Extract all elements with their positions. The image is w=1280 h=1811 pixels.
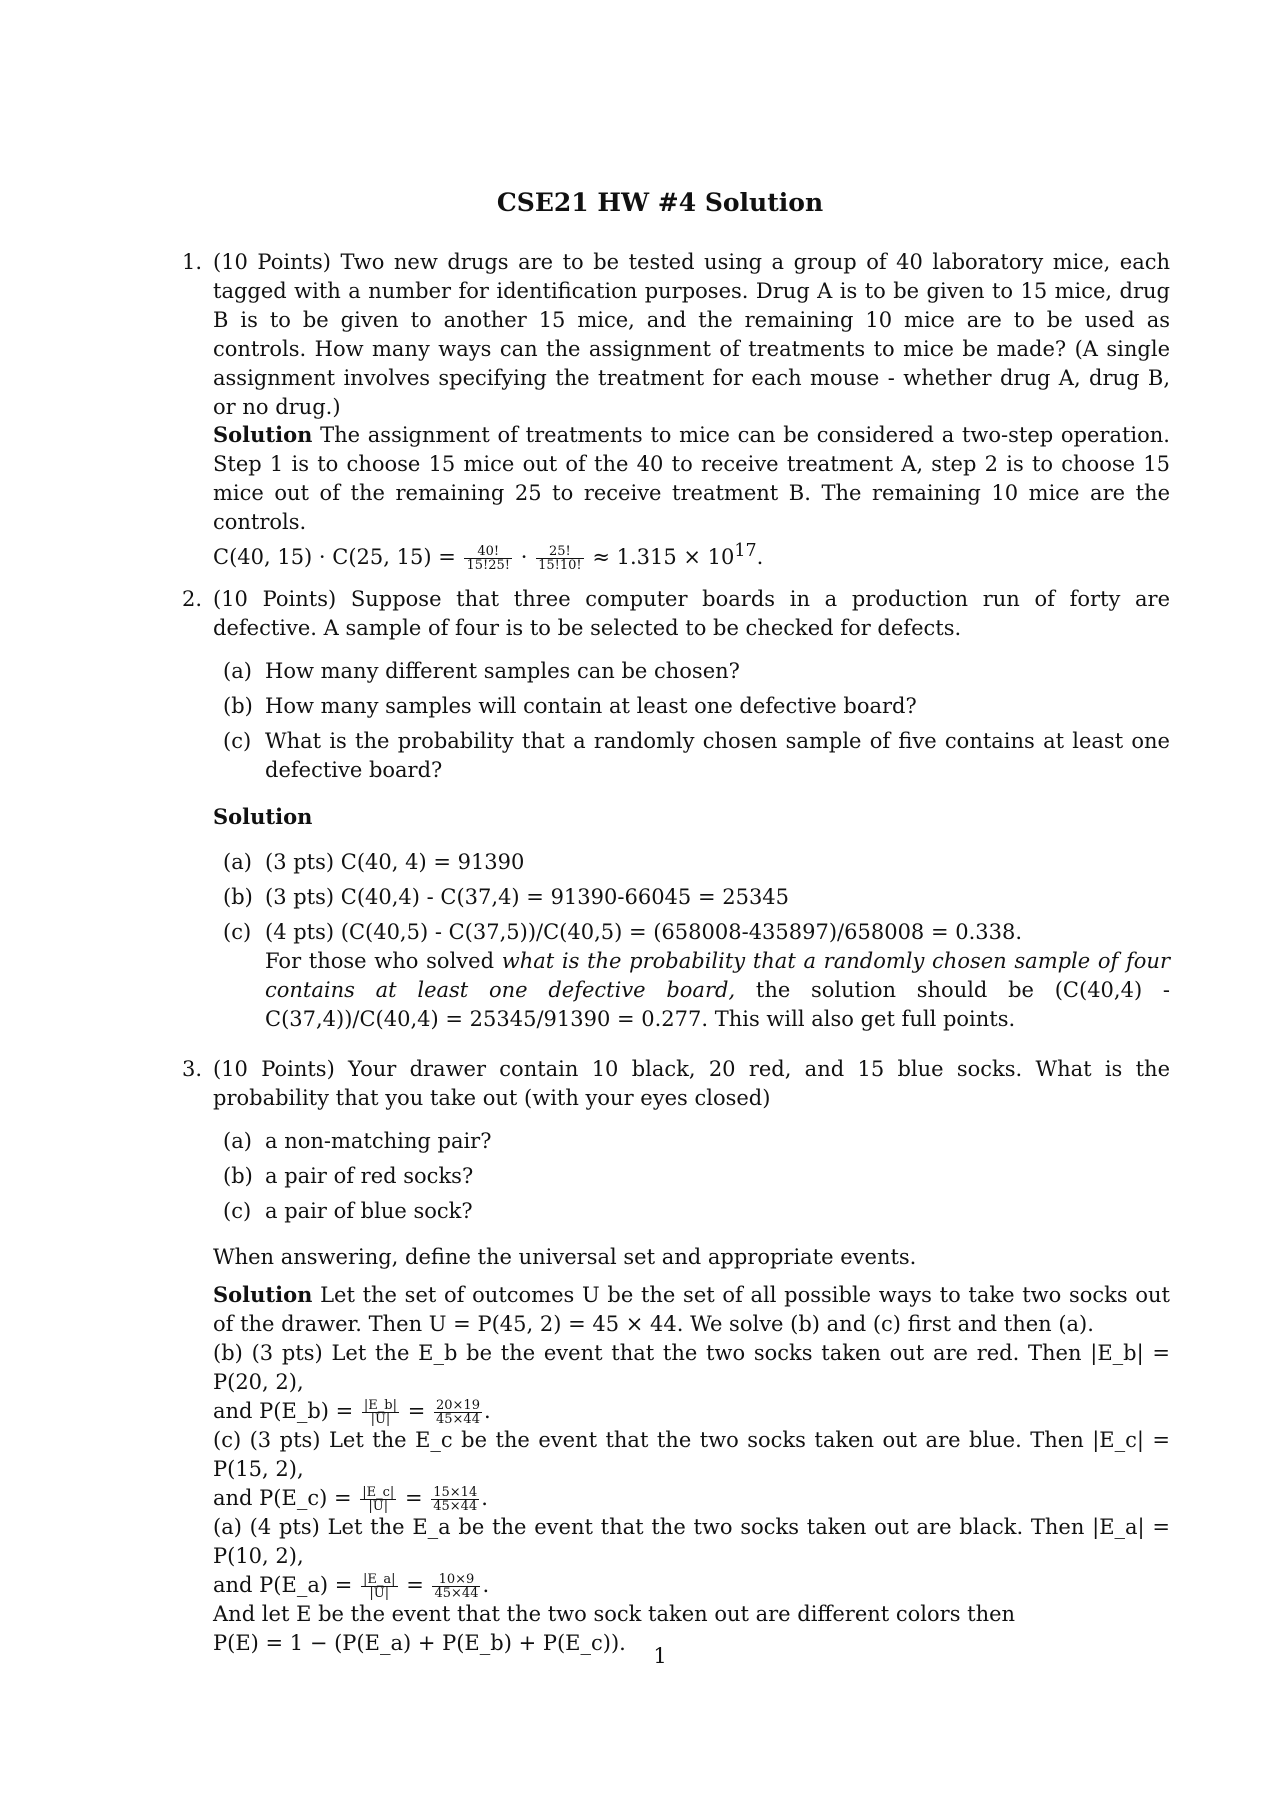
formula-end: . xyxy=(483,1399,491,1423)
list-item xyxy=(223,883,1170,912)
fraction xyxy=(434,1399,482,1426)
item-tag: (b) xyxy=(223,885,253,909)
formula: and P(E_c) = xyxy=(213,1486,352,1510)
solution-formula: P(E) = 1 − (P(E_a) + P(E_b) + P(E_c)). xyxy=(213,1631,626,1655)
question-3-instruction: When answering, define the universal set and appropriate events. xyxy=(213,1245,917,1269)
formula-rhs: ≈ 1.315 × 10 xyxy=(592,545,735,569)
item-text: a pair of red socks? xyxy=(265,1164,474,1188)
question-text: (10 Points) Your drawer contain 10 black, 20 red, and 15 blue socks. What is the probability that you take out (with your eyes closed) xyxy=(213,1057,1170,1110)
question-2 xyxy=(182,585,1170,643)
fraction xyxy=(361,1573,398,1600)
question-text: (10 Points) Suppose that three computer boards in a production run of forty are defective. A sample of four is to be selected to be checked for defects. xyxy=(213,587,1170,640)
note-text: the solution should be (C(40,4) - C(37,4))/C(40,4) = 25345/91390 = 0.277. This will also get full points. xyxy=(265,978,1170,1031)
solution-label: Solution xyxy=(213,804,313,829)
formula-operator: · xyxy=(520,545,528,569)
fraction-denominator: 45×44 xyxy=(433,1499,478,1514)
formula-end: . xyxy=(756,545,764,569)
question-1 xyxy=(182,248,1170,422)
question-number: 3. xyxy=(182,1057,203,1081)
solution-line: And let E be the event that the two sock taken out are different colors then xyxy=(213,1602,1016,1626)
item-text: (4 pts) (C(40,5) - C(37,5))/C(40,5) = (658008-435897)/658008 = 0.338. xyxy=(265,920,1023,944)
item-text: How many samples will contain at least one defective board? xyxy=(265,694,917,718)
item-text: What is the probability that a randomly chosen sample of five contains at least one defective board? xyxy=(265,729,1170,782)
list-item xyxy=(223,1197,1170,1226)
fraction-numerator: 20×19 xyxy=(435,1398,480,1413)
question-3-solution xyxy=(213,1280,1170,1658)
fraction-denominator: 15!25! xyxy=(466,558,511,573)
question-number: 2. xyxy=(182,587,203,611)
question-3-parts xyxy=(223,1127,1170,1232)
question-2-solution-label xyxy=(213,802,1170,832)
solution-label: Solution xyxy=(213,422,313,447)
question-2-parts xyxy=(223,657,1170,791)
fraction xyxy=(362,1399,399,1426)
item-tag: (b) xyxy=(223,1164,253,1188)
formula-lhs: C(40, 15) · C(25, 15) = xyxy=(213,545,456,569)
formula-operator: = xyxy=(406,1573,424,1597)
fraction-denominator: |U| xyxy=(369,1586,390,1601)
item-text: a pair of blue sock? xyxy=(265,1199,473,1223)
page-title: CSE21 HW #4 Solution xyxy=(496,188,824,217)
formula-end: . xyxy=(481,1486,488,1510)
formula-end: . xyxy=(482,1573,490,1597)
formula-operator: = xyxy=(404,1486,423,1510)
item-text: (3 pts) C(40,4) - C(37,4) = 91390-66045 = 25345 xyxy=(265,885,790,909)
item-tag: (a) xyxy=(223,1129,252,1153)
formula: and P(E_a) = xyxy=(213,1573,353,1597)
item-tag: (b) xyxy=(223,694,253,718)
fraction-numerator: |E_b| xyxy=(363,1398,397,1413)
solution-text: Let the set of outcomes U be the set of all possible ways to take two socks out of the drawer. Then U = P(45, 2) = 45 × 44. We solve (b) and (c) first and then (a). xyxy=(213,1283,1170,1336)
fraction-denominator: 15!10! xyxy=(538,558,582,573)
list-item xyxy=(223,692,1170,721)
question-1-solution xyxy=(213,420,1170,572)
fraction-numerator: |E_a| xyxy=(363,1572,396,1587)
item-tag: (c) xyxy=(223,1199,252,1223)
fraction xyxy=(464,545,512,572)
solution-label: Solution xyxy=(213,1282,313,1307)
fraction xyxy=(431,1486,479,1513)
list-item xyxy=(223,848,1170,877)
fraction-denominator: 45×44 xyxy=(435,1412,480,1427)
fraction xyxy=(536,545,584,572)
fraction-numerator: 25! xyxy=(536,545,584,559)
formula-operator: = xyxy=(407,1399,426,1423)
solution-line: (c) (3 pts) Let the E_c be the event that the two socks taken out are blue. Then |E_c| = P(15, 2), xyxy=(213,1428,1170,1481)
fraction-denominator: 45×44 xyxy=(434,1586,479,1601)
fraction-denominator: |U| xyxy=(370,1412,391,1427)
question-number: 1. xyxy=(182,250,203,274)
solution-line: (a) (4 pts) Let the E_a be the event that the two socks taken out are black. Then |E_a| = P(10, 2), xyxy=(213,1515,1170,1568)
list-item xyxy=(223,918,1170,1034)
page-number: 1 xyxy=(653,1644,667,1668)
item-text: a non-matching pair? xyxy=(265,1129,492,1153)
fraction xyxy=(360,1486,396,1513)
formula-exponent: 17 xyxy=(734,541,757,561)
note-text: For those who solved xyxy=(265,949,495,973)
list-item xyxy=(223,1162,1170,1191)
solution-line: (b) (3 pts) Let the E_b be the event that the two socks taken out are red. Then |E_b| = P(20, 2), xyxy=(213,1341,1170,1394)
question-3 xyxy=(182,1055,1170,1113)
item-tag: (a) xyxy=(223,850,252,874)
list-item xyxy=(223,727,1170,785)
question-2-solution xyxy=(223,848,1170,1040)
solution-text: The assignment of treatments to mice can be considered a two-step operation. Step 1 is to choose 15 mice out of the 40 to receive treatment A, step 2 is to choose 15 mice out of the remaining 25 to receive treatment B. The remaining 10 mice are the controls. xyxy=(213,423,1170,534)
fraction-denominator: |U| xyxy=(368,1499,389,1514)
note-italic: what is the probability that a randomly chosen sample of four contains at least one defective board, xyxy=(265,949,1170,1002)
item-tag: (c) xyxy=(223,729,252,753)
list-item xyxy=(223,657,1170,686)
question-text: (10 Points) Two new drugs are to be tested using a group of 40 laboratory mice, each tagged with a number for identification purposes. Drug A is to be given to 15 mice, drug B is to be given to another 15 mice, and the remaining 10 mice are to be used as controls. How many ways can the assignment of treatments to mice be made? (A single assignment involves specifying the treatment for each mouse - whether drug A, drug B, or no drug.) xyxy=(213,250,1170,419)
fraction-numerator: 15×14 xyxy=(433,1485,478,1500)
formula: and P(E_b) = xyxy=(213,1399,354,1423)
fraction xyxy=(432,1573,480,1600)
fraction-numerator: |E_c| xyxy=(362,1485,395,1500)
fraction-numerator: 10×9 xyxy=(432,1573,480,1587)
formula xyxy=(213,541,764,573)
list-item xyxy=(223,1127,1170,1156)
item-tag: (a) xyxy=(223,659,252,683)
item-text: How many different samples can be chosen? xyxy=(265,659,740,683)
item-tag: (c) xyxy=(223,920,252,944)
fraction-numerator: 40! xyxy=(464,545,512,559)
item-text: (3 pts) C(40, 4) = 91390 xyxy=(265,850,525,874)
